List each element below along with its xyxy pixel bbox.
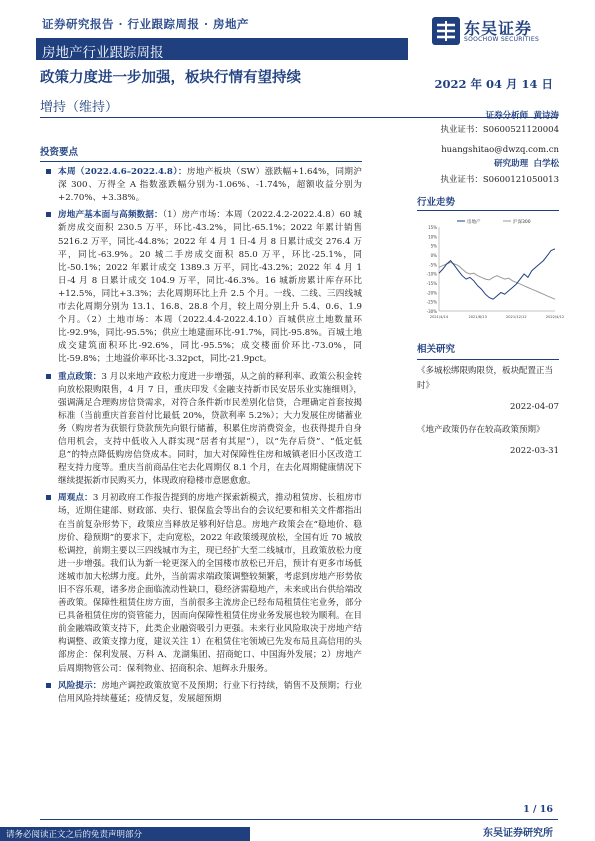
- bullet-key: 本周（2022.4.6–2022.4.8）：: [58, 167, 187, 178]
- related-title-line: [417, 359, 559, 360]
- y-tick-label: -20%: [426, 290, 437, 296]
- bullet-square-icon: [46, 169, 51, 174]
- report-type-label: 房地产行业跟踪周报: [42, 45, 164, 61]
- related-item-date: 2022-04-07: [509, 402, 559, 412]
- trend-title: 行业走势: [417, 197, 456, 208]
- rating: 增持（维持）: [40, 100, 119, 115]
- bullet-key: 房地产基本面与高频数据：: [58, 210, 163, 221]
- y-tick-label: -30%: [426, 309, 437, 314]
- report-category: 证券研究报告 · 行业跟踪周报 · 房地产: [42, 17, 250, 31]
- bullet-text: （1）房产市场：本周（2022.4.2-2022.4.8）60 城新房成交面积 230.5 万平，环比-43.2%，同比-65.1%；2022 年累计销售 5216.2 万平，同比-44.8%；2022 年 4 月 1 日-4 月 8 日累计成交 276.4 万平，同比-63.9%。20 城二手房成交面积 85.0 万平，环比-25.1%，同比-50.1%；2022 年累计成交 1389.3 万平，同比-43.2%；2022 年 4 月 1 日-4 月 8 日累计成交 104.9 万平，同比-46.3%。16 城新房累计库存环比+12.5%，同比+3.3%；去化周期环比上升 2.5 个月。一线、二线、三四线城市去化周期分别为 13.1、16.8、28.8 个月，较上周分别上升 5.4、0.6、1.9 个月。（2）土地市场：本周（2022.4.4-2022.4.10）百城供应土地数量环比-92.9%，同比-95.5%；供应土地建面环比-91.7%，同比-95.8%。百城土地成交建筑面积环比-92.6%，同比-95.5%；成交楼面价环比-73.0%，同比-59.8%；土地溢价率环比-3.32pct，同比-21.9pct。: [58, 210, 362, 365]
- analyst-role: 证券分析师: [485, 111, 529, 121]
- bullet-text: 房地产板块（SW）涨跌幅+1.64%，同期沪深 300、万得全 A 指数涨跌幅分别为-1.06%、-1.74%，超额收益分别为+2.70%、+3.38%。: [58, 167, 362, 204]
- logo-mark-icon: [432, 17, 460, 45]
- y-tick-label: -15%: [426, 281, 437, 286]
- main-content: [40, 146, 362, 710]
- x-tick-label: 2021/4/14: [429, 315, 449, 319]
- y-tick-label: -5%: [429, 262, 437, 268]
- legend-label: 房地产: [467, 220, 481, 225]
- report-date: 2022 年 04 月 14 日: [434, 77, 553, 91]
- bullet-key: 周观点：: [58, 493, 93, 504]
- assistant-name: 白学松: [533, 159, 559, 169]
- bullet-policy: [40, 371, 362, 489]
- trend-chart: [417, 215, 565, 325]
- related-item-title[interactable]: 《多城松绑限购限贷，板块配置正当时》: [417, 366, 554, 391]
- x-tick-label: 2021/12/12: [505, 315, 527, 319]
- page-number: 1 / 16: [523, 804, 553, 815]
- bullet-text: 房地产调控政策放宽不及预期；行业下行持续，销售不及预期；行业信用风险持续蔓延；疫情反复，发展超预期: [58, 680, 362, 704]
- bullet-key: 重点政策：: [58, 371, 102, 382]
- section-title-line: [40, 161, 362, 162]
- bullet-key: 风险提示：: [58, 680, 102, 691]
- bullet-square-icon: [46, 683, 51, 688]
- y-tick-label: 5%: [430, 243, 437, 249]
- report-title: 政策力度进一步加强，板块行情有望持续: [40, 69, 301, 86]
- bullet-weekly: [40, 166, 362, 205]
- related-item-date: 2022-03-31: [509, 446, 559, 456]
- trend-title-line: [417, 210, 559, 211]
- related-section: [417, 342, 559, 459]
- bullet-risk: [40, 680, 362, 706]
- analyst-block: [417, 107, 559, 187]
- y-tick-label: 15%: [428, 225, 437, 230]
- y-tick-label: 0%: [430, 253, 437, 258]
- bullet-square-icon: [46, 495, 51, 500]
- report-type-bar: [36, 38, 408, 60]
- logo-name-en: SOOCHOW SECURITIES: [464, 36, 540, 43]
- related-item-title[interactable]: 《地产政策仍存在较高政策预期》: [417, 425, 545, 435]
- related-item[interactable]: [417, 423, 559, 438]
- bullet-text: 3 月以来地产政松力度进一步增强，从之前的释利率、政策公积金转向放松限购限售，4 月 7 日，重庆印发《金融支持新市民安居乐业实施细则》，强调满足合理购房信贷需求，对符合条件新市民差别化信贷，合理确定首套按揭标准（当前重庆首套首付比最低 20%，贷款利率 5.2%）；大力发展住房储蓄业务（购房者为获银行贷款预先向银行储蓄，积累住房消费资金，也获得提升自身信用机会，支持中低收入人群实现“居者有其屋”），以“先存后贷”、“低定低息”的特点降低购房信贷成本。同时，加大对保障性住房和城镇老旧小区改造工程支持力度等。重庆当前商品住宅去化周期仅 8.1 个月，在去化周期健康情况下继续提振新市民购买力，体现政府稳楼市意愿愈愈。: [58, 371, 362, 487]
- bullet-text: 3 月初政府工作报告提到的房地产探索新模式，推动租赁房、长租房市场，近期住建部、财政部、央行、银保监会等出台的会议纪要和相关文件都指出在当前复杂形势下，政策应当释放足够利好信息。房地产政策会在“稳地价、稳房价、稳预期”的要求下，走向宽松，2022 年政策缓现放松，全国有近 70 城放松调控，前期主要以三四线城市为主，现已经扩大至二线城市，且政策放松力度进一步增强。我们认为新一轮更深入的全国楼市放松已开启，预计有更多市场低迷城市加大松绑力度。此外，当前需求端政策调整较频繁，考虑到房地产形势依旧不容乐观，诸多房企面临流动性缺口，稳经济需稳地产，未来或出台供给端改善政策。保障性租赁住房方面，当前很多主流房企已经布局租赁住宅业务，部分已具备租赁住房的资管能力，因而向保障性租赁住房业务发展也较为顺利。在目前金融端政策支持下，此类企业融资吸引力更强。未来行业风险取决于房地产结构调整、政策支撑力度，建议关注 1）在租赁住宅领域已先发布局且高信用的头部房企：保利发展、万科 A、龙湖集团、招商蛇口、中国海外发展；2）房地产后周期物管公司：保利物业、招商积余、旭辉永升服务。: [58, 493, 362, 674]
- bullet-fundamentals: [40, 209, 362, 366]
- y-tick-label: -10%: [426, 271, 437, 277]
- disclaimer-banner: [0, 827, 250, 841]
- trend-section: [417, 194, 565, 325]
- analyst-cert-label: 执业证书：: [440, 125, 483, 135]
- legend-label: 沪深300: [513, 220, 531, 225]
- footer-divider: [40, 819, 558, 820]
- disclaimer-text: 请务必阅读正文之后的免责声明部分: [6, 830, 143, 840]
- company-logo: [432, 14, 562, 48]
- analyst-email[interactable]: huangshitao@dwzq.com.cn: [441, 145, 559, 155]
- y-tick-label: 10%: [428, 234, 437, 240]
- x-tick-label: 2022/4/12: [545, 315, 565, 319]
- bullet-square-icon: [46, 212, 51, 217]
- x-tick-label: 2021/8/13: [468, 315, 487, 319]
- analyst-cert: S0600521120004: [482, 125, 559, 135]
- footer-org: 东吴证券研究所: [483, 828, 553, 839]
- assistant-cert-label: 执业证书：: [440, 175, 483, 185]
- assistant-cert: S0600121050013: [482, 175, 559, 185]
- related-title: 相关研究: [417, 344, 456, 355]
- chart-axes: [439, 227, 555, 311]
- analyst-name: 黄诗涛: [533, 111, 559, 121]
- section-title: 投资要点: [40, 147, 79, 158]
- related-item[interactable]: [417, 364, 559, 394]
- y-tick-label: -25%: [426, 299, 437, 305]
- bullet-view: [40, 492, 362, 675]
- logo-name: 东吴证券: [464, 19, 533, 38]
- assistant-role: 研究助理: [494, 159, 529, 169]
- bullet-square-icon: [46, 374, 51, 379]
